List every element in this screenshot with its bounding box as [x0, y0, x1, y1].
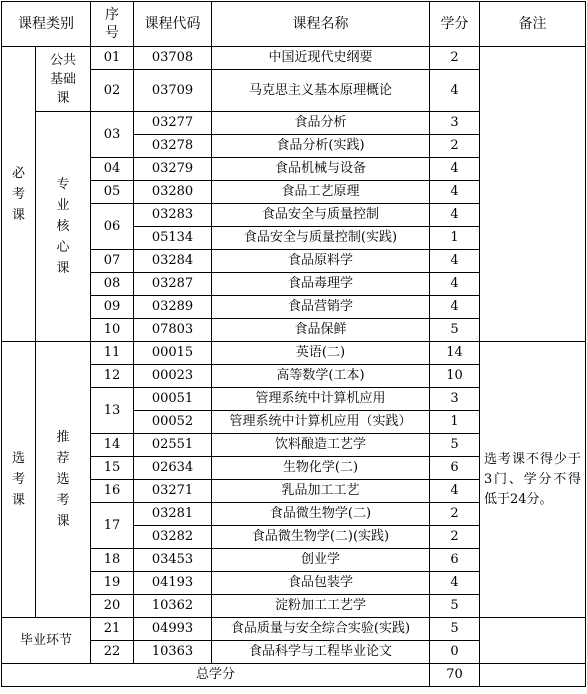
seq-cell: 15: [91, 457, 134, 480]
group-recommended-elective: 推荐选考课: [36, 342, 91, 618]
table-row: [2, 618, 586, 641]
code-cell: 00023: [134, 365, 212, 388]
code-cell: 07803: [134, 319, 212, 342]
seq-cell: 05: [91, 181, 134, 204]
seq-cell: 21: [91, 618, 134, 641]
code-cell: 10363: [134, 641, 212, 664]
credits-cell: 5: [430, 618, 480, 641]
name-cell: 食品科学与工程毕业论文: [212, 641, 430, 664]
group-graduation: 毕业环节: [2, 618, 91, 664]
code-cell: 00015: [134, 342, 212, 365]
credits-cell: 3: [430, 388, 480, 411]
code-cell: 03278: [134, 135, 212, 158]
seq-cell: 16: [91, 480, 134, 503]
seq-cell: 09: [91, 296, 134, 319]
seq-cell: 18: [91, 549, 134, 572]
code-cell: 04993: [134, 618, 212, 641]
name-cell: 生物化学(二): [212, 457, 430, 480]
header-seq: 序号: [91, 2, 134, 47]
credits-cell: 5: [430, 434, 480, 457]
total-label: 总学分: [2, 664, 430, 687]
code-cell: 03277: [134, 112, 212, 135]
credits-cell: 0: [430, 641, 480, 664]
credits-cell: 5: [430, 595, 480, 618]
credits-cell: 4: [430, 204, 480, 227]
code-cell: 03284: [134, 250, 212, 273]
name-cell: 食品安全与质量控制(实践): [212, 227, 430, 250]
name-cell: 食品分析: [212, 112, 430, 135]
name-cell: 食品原料学: [212, 250, 430, 273]
name-cell: 食品分析(实践): [212, 135, 430, 158]
credits-cell: 2: [430, 503, 480, 526]
name-cell: 高等数学(工本): [212, 365, 430, 388]
seq-cell: 01: [91, 47, 134, 70]
credits-cell: 4: [430, 70, 480, 112]
name-cell: 食品机械与设备: [212, 158, 430, 181]
elective-note: 选考课不得少于3门、学分不得低于24分。: [480, 342, 586, 618]
code-cell: 03281: [134, 503, 212, 526]
credits-cell: 10: [430, 365, 480, 388]
remark-required: [480, 47, 586, 342]
name-cell: 饮料酿造工艺学: [212, 434, 430, 457]
seq-cell: 08: [91, 273, 134, 296]
header-code: 课程代码: [134, 2, 212, 47]
credits-cell: 1: [430, 411, 480, 434]
name-cell: 食品营销学: [212, 296, 430, 319]
code-cell: 03453: [134, 549, 212, 572]
credits-cell: 4: [430, 181, 480, 204]
code-cell: 03709: [134, 70, 212, 112]
course-table: [1, 1, 586, 687]
credits-cell: 4: [430, 480, 480, 503]
name-cell: 食品微生物学(二)(实践): [212, 526, 430, 549]
code-cell: 00052: [134, 411, 212, 434]
name-cell: 食品质量与安全综合实验(实践): [212, 618, 430, 641]
remark-graduation: [480, 618, 586, 664]
total-row: [2, 664, 586, 687]
name-cell: 管理系统中计算机应用: [212, 388, 430, 411]
code-cell: 03271: [134, 480, 212, 503]
credits-cell: 4: [430, 572, 480, 595]
name-cell: 中国近现代史纲要: [212, 47, 430, 70]
seq-cell: 11: [91, 342, 134, 365]
seq-cell: 20: [91, 595, 134, 618]
name-cell: 淀粉加工工艺学: [212, 595, 430, 618]
table-row: [2, 342, 586, 365]
name-cell: 食品安全与质量控制: [212, 204, 430, 227]
name-cell: 英语(二): [212, 342, 430, 365]
name-cell: 食品工艺原理: [212, 181, 430, 204]
credits-cell: 1: [430, 227, 480, 250]
total-credits: 70: [430, 664, 480, 687]
code-cell: 03287: [134, 273, 212, 296]
code-cell: 02551: [134, 434, 212, 457]
name-cell: 食品保鲜: [212, 319, 430, 342]
code-cell: 03279: [134, 158, 212, 181]
seq-cell: 12: [91, 365, 134, 388]
credits-cell: 5: [430, 319, 480, 342]
code-cell: 03282: [134, 526, 212, 549]
group-professional-core: 专业核心课: [36, 112, 91, 342]
credits-cell: 4: [430, 273, 480, 296]
code-cell: 02634: [134, 457, 212, 480]
name-cell: 乳品加工工艺: [212, 480, 430, 503]
seq-cell: 19: [91, 572, 134, 595]
seq-cell: 10: [91, 319, 134, 342]
credits-cell: 6: [430, 549, 480, 572]
code-cell: 03708: [134, 47, 212, 70]
header-remark: 备注: [480, 2, 586, 47]
group-elective: 选考课: [2, 342, 36, 618]
code-cell: 03283: [134, 204, 212, 227]
code-cell: 03289: [134, 296, 212, 319]
seq-cell: 13: [91, 388, 134, 434]
credits-cell: 4: [430, 296, 480, 319]
header-credits: 学分: [430, 2, 480, 47]
seq-cell: 06: [91, 204, 134, 250]
seq-cell: 03: [91, 112, 134, 158]
seq-cell: 04: [91, 158, 134, 181]
name-cell: 食品包装学: [212, 572, 430, 595]
credits-cell: 2: [430, 135, 480, 158]
name-cell: 食品毒理学: [212, 273, 430, 296]
credits-cell: 3: [430, 112, 480, 135]
credits-cell: 2: [430, 47, 480, 70]
name-cell: 管理系统中计算机应用（实践）: [212, 411, 430, 434]
credits-cell: 2: [430, 526, 480, 549]
seq-cell: 17: [91, 503, 134, 549]
table-row: [2, 47, 586, 70]
code-cell: 05134: [134, 227, 212, 250]
seq-cell: 07: [91, 250, 134, 273]
header-category: 课程类别: [2, 2, 91, 47]
group-public-basic: 公共基础课: [36, 47, 91, 112]
credits-cell: 14: [430, 342, 480, 365]
seq-cell: 02: [91, 70, 134, 112]
group-required: 必考课: [2, 47, 36, 342]
seq-cell: 14: [91, 434, 134, 457]
code-cell: 04193: [134, 572, 212, 595]
total-remark: [480, 664, 586, 687]
credits-cell: 4: [430, 250, 480, 273]
name-cell: 创业学: [212, 549, 430, 572]
header-name: 课程名称: [212, 2, 430, 47]
code-cell: 00051: [134, 388, 212, 411]
name-cell: 马克思主义基本原理概论: [212, 70, 430, 112]
credits-cell: 4: [430, 158, 480, 181]
code-cell: 03280: [134, 181, 212, 204]
code-cell: 10362: [134, 595, 212, 618]
credits-cell: 6: [430, 457, 480, 480]
name-cell: 食品微生物学(二): [212, 503, 430, 526]
seq-cell: 22: [91, 641, 134, 664]
